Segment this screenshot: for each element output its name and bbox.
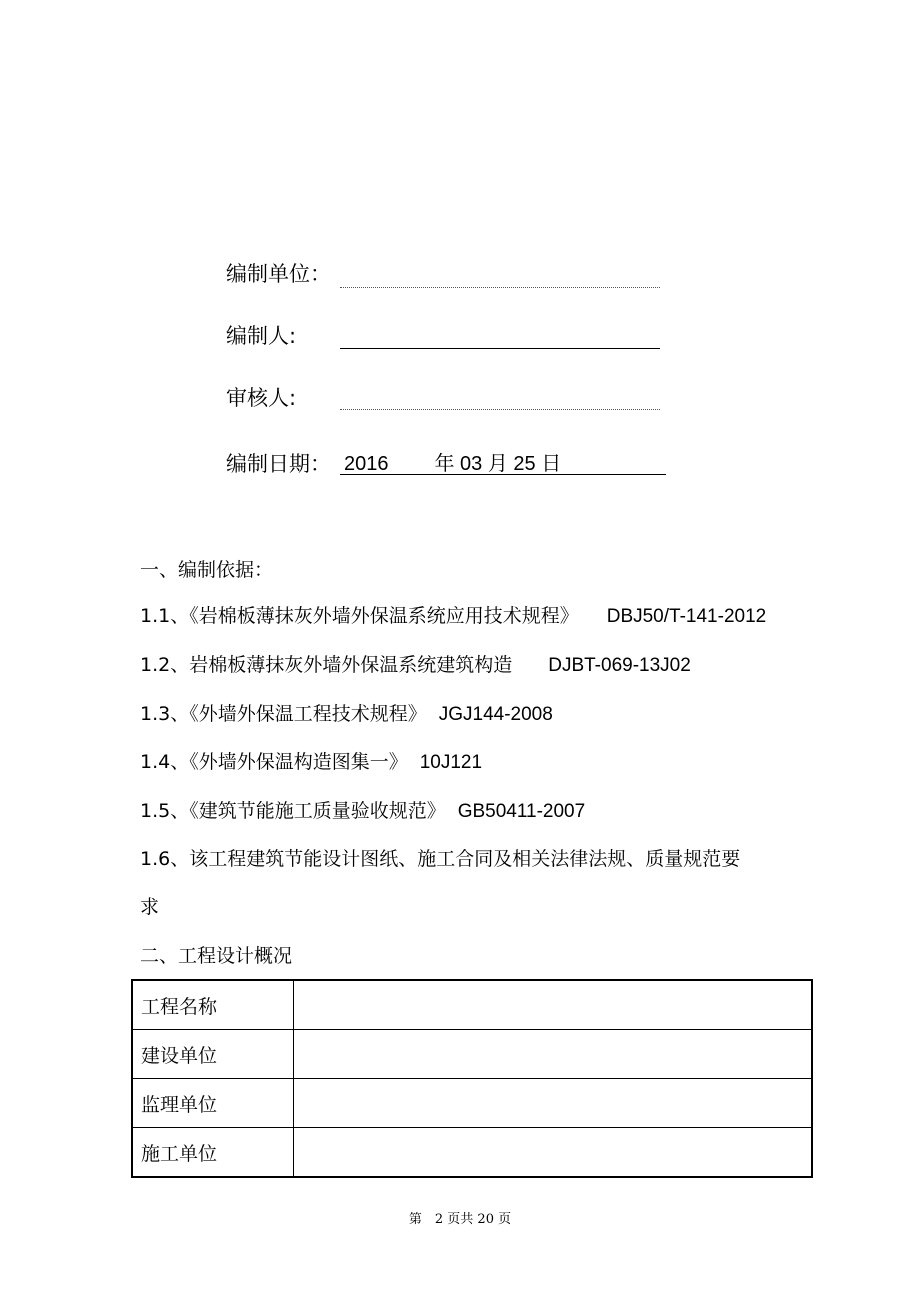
table-row [132,1030,812,1079]
construction-unit-label: 施工单位 [132,1128,294,1178]
section-heading-overview: 二、工程设计概况 [140,945,293,967]
project-name-value [294,980,813,1030]
table-row [132,1128,812,1178]
reference-item: 1.5、《建筑节能施工质量验收规范》 GB50411-2007 [140,800,586,822]
compile-unit-label: 编制单位： [226,262,331,286]
supervision-unit-label: 监理单位 [132,1079,294,1128]
section-heading-basis: 一、编制依据： [140,559,274,581]
reference-item: 1.4、《外墙外保温构造图集一》 10J121 [140,751,483,773]
date-rest: 年 03 月 25 日 [434,453,562,475]
compile-date-line [340,474,666,475]
reference-item: 1.2、岩棉板薄抹灰外墙外保温系统建筑构造 DJBT-069-13J02 [140,654,691,676]
compile-unit-line [340,287,660,288]
reference-item: 1.6、该工程建筑节能设计图纸、施工合同及相关法律法规、质量规范要 [140,848,741,870]
reviewer-line [340,409,660,410]
reviewer-label: 审核人: [226,386,297,410]
reference-item-continuation: 求 [140,896,160,918]
compile-date-label: 编制日期： [226,452,331,476]
date-year: 2016 [344,453,389,475]
owner-unit-label: 建设单位 [132,1030,294,1079]
compiler-label: 编制人: [226,324,297,348]
reference-item: 1.3、《外墙外保温工程技术规程》 JGJ144-2008 [140,703,553,725]
owner-unit-value [294,1030,813,1079]
table-row [132,980,812,1030]
page-number-footer: 第 2 页共 20 页 [408,1212,512,1227]
project-overview-table [131,979,813,1178]
reference-item: 1.1、《岩棉板薄抹灰外墙外保温系统应用技术规程》 DBJ50/T-141-2012 [140,605,767,627]
construction-unit-value [294,1128,813,1178]
project-name-label: 工程名称 [132,980,294,1030]
table-row [132,1079,812,1128]
supervision-unit-value [294,1079,813,1128]
compiler-line [340,348,660,349]
